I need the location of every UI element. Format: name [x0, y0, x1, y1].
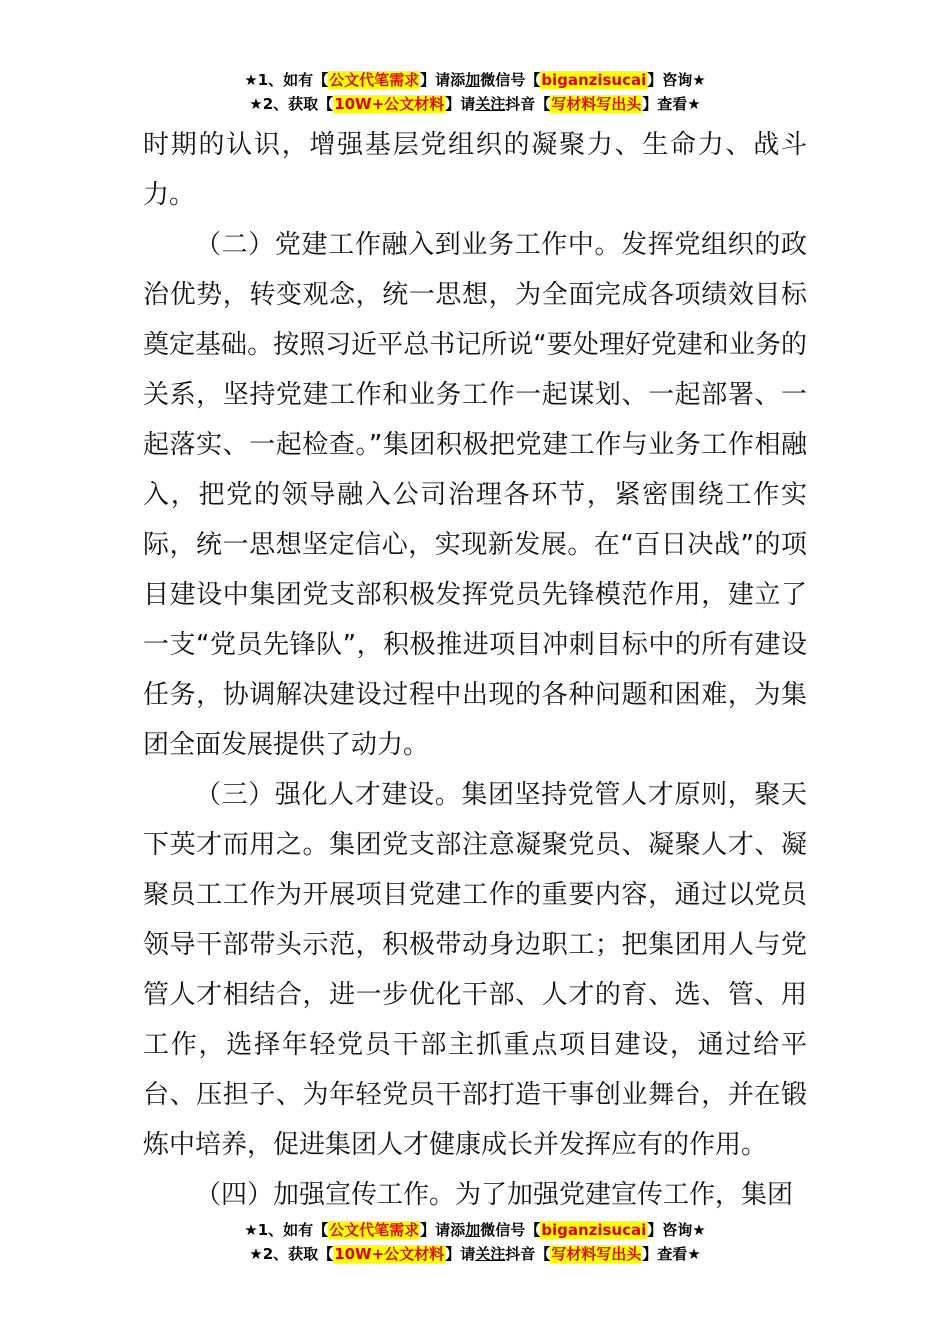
footer-notice-line-1 [0, 1218, 950, 1242]
notice-text: 微信号【 [480, 71, 541, 89]
notice-text: 】请添 [420, 1221, 466, 1239]
notice-text: ★1、如有【 [244, 1221, 329, 1239]
notice-text: ★2、获取【 [249, 1245, 334, 1263]
highlight-service: 公文代笔需求 [329, 71, 420, 89]
notice-text-underlined: 关注 [475, 95, 506, 113]
paragraph-section-4: （四）加强宣传工作。为了加强党建宣传工作，集团 [195, 1180, 794, 1210]
notice-text-underlined: 关注 [475, 1245, 506, 1263]
notice-text: 微信号【 [480, 1221, 541, 1239]
notice-text: 抖音【 [505, 1245, 551, 1263]
notice-text: 】请 [445, 1245, 476, 1263]
notice-text: 】请添 [420, 71, 466, 89]
notice-text: 】咨询★ [647, 1221, 706, 1239]
highlight-wechat-id: biganzisucai [541, 71, 647, 89]
notice-text: 】咨询★ [647, 71, 706, 89]
notice-text-underlined: 加 [465, 1221, 481, 1239]
paragraph-continued: 时期的认识，增强基层党组织的凝聚力、生命力、战斗力。 [143, 130, 807, 210]
header-notice [0, 68, 950, 116]
highlight-materials: 10W+公文材料 [334, 1245, 445, 1263]
notice-text: ★2、获取【 [249, 95, 334, 113]
footer-notice-line-2 [0, 1242, 950, 1266]
paragraph-section-2: （二）党建工作融入到业务工作中。发挥党组织的政治优势，转变观念，统一思想，为全面完成各项绩效目标奠定基础。按照习近平总书记所说“要处理好党建和业务的关系，坚持党建工作和业务工作一起谋划、一起部署、一起落实、一起检查。”集团积极把党建工作与业务工作相融入，把党的领导融入公司治理各环节，紧密围绕工作实际，统一思想坚定信心，实现新发展。在“百日决战”的项目建设中集团党支部积极发挥党员先锋模范作用，建立了一支“党员先锋队”，积极推进项目冲刺目标中的所有建设任务，协调解决建设过程中出现的各种问题和困难，为集团全面发展提供了动力。 [143, 230, 807, 760]
highlight-service: 公文代笔需求 [329, 1221, 420, 1239]
notice-text: 】请 [445, 95, 476, 113]
notice-text-underlined: 加 [465, 71, 481, 89]
notice-text: 抖音【 [505, 95, 551, 113]
highlight-douyin-account: 写材料写出头 [551, 1245, 642, 1263]
notice-text: 】查看★ [642, 95, 701, 113]
notice-text: ★1、如有【 [244, 71, 329, 89]
header-notice-line-2 [0, 92, 950, 116]
footer-notice [0, 1218, 950, 1266]
header-notice-line-1 [0, 68, 950, 92]
notice-text: 】查看★ [642, 1245, 701, 1263]
highlight-materials: 10W+公文材料 [334, 95, 445, 113]
document-body [143, 120, 807, 1220]
highlight-wechat-id: biganzisucai [541, 1221, 647, 1239]
paragraph-section-3: （三）强化人才建设。集团坚持党管人才原则，聚天下英才而用之。集团党支部注意凝聚党员、凝聚人才、凝聚员工工作为开展项目党建工作的重要内容，通过以党员领导干部带头示范，积极带动身边职工；把集团用人与党管人才相结合，进一步优化干部、人才的育、选、管、用工作，选择年轻党员干部主抓重点项目建设，通过给平台、压担子、为年轻党员干部打造干事创业舞台，并在锻炼中培养，促进集团人才健康成长并发挥应有的作用。 [143, 780, 807, 1160]
highlight-douyin-account: 写材料写出头 [551, 95, 642, 113]
